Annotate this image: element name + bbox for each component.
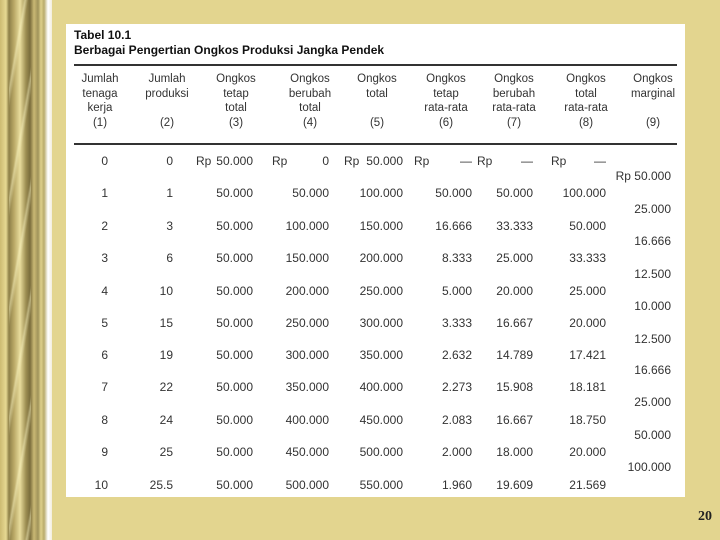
table-cell: 50.000 xyxy=(216,316,253,330)
table-cell: 0 xyxy=(101,154,108,168)
table-cell: 4 xyxy=(101,284,108,298)
column-header: Jumlah tenaga kerja (1) xyxy=(81,73,119,129)
marginal-cost-cell: 16.666 xyxy=(634,363,671,377)
table-cell: 18.181 xyxy=(569,380,606,394)
table-cell: 50.000 xyxy=(216,380,253,394)
table-cell: — xyxy=(594,154,606,168)
currency-prefix: Rp xyxy=(272,154,288,168)
table-cell: 16.666 xyxy=(435,219,472,233)
decorative-pillar xyxy=(0,0,52,540)
table-cell: 18.750 xyxy=(569,413,606,427)
table-cell: 400.000 xyxy=(285,413,329,427)
table-cell: 24 xyxy=(159,413,173,427)
marginal-cost-cell: 12.500 xyxy=(634,267,671,281)
table-cell: 19 xyxy=(159,348,173,362)
table-cell: 6 xyxy=(101,348,108,362)
table-cell: 100.000 xyxy=(359,186,403,200)
marginal-cost-cell: 25.000 xyxy=(634,395,671,409)
currency-prefix: Rp xyxy=(414,154,430,168)
table-cell: 20.000 xyxy=(569,445,606,459)
table-cell: 200.000 xyxy=(359,251,403,265)
table-cell: 50.000 xyxy=(216,251,253,265)
table-cell: 1 xyxy=(101,186,108,200)
currency-prefix: Rp xyxy=(551,154,567,168)
table-cell: 50.000 xyxy=(216,348,253,362)
table-cell: 450.000 xyxy=(359,413,403,427)
table-cell: 8 xyxy=(101,413,108,427)
table-cell: 50.000 xyxy=(366,154,403,168)
table-cell: — xyxy=(521,154,533,168)
table-cell: 15.908 xyxy=(496,380,533,394)
table-cell: 5 xyxy=(101,316,108,330)
table-cell: 2.632 xyxy=(441,348,472,362)
table-cell: 500.000 xyxy=(285,478,329,492)
table-cell: 100.000 xyxy=(562,186,606,200)
header-rule xyxy=(74,143,677,145)
table-cell: 150.000 xyxy=(285,251,329,265)
table-cell: 17.421 xyxy=(569,348,606,362)
table-cell: 550.000 xyxy=(359,478,403,492)
table-cell: 50.000 xyxy=(216,154,253,168)
top-rule xyxy=(74,64,677,66)
table-cell: 0 xyxy=(166,154,173,168)
table-cell: 450.000 xyxy=(285,445,329,459)
table-cell: 33.333 xyxy=(569,251,606,265)
table-cell: 5.000 xyxy=(441,284,472,298)
table-cell: 20.000 xyxy=(496,284,533,298)
table-cell: 50.000 xyxy=(216,219,253,233)
table-cell: 50.000 xyxy=(216,186,253,200)
table-cell: 50.000 xyxy=(435,186,472,200)
table-cell: 50.000 xyxy=(216,413,253,427)
table-cell: 2.000 xyxy=(441,445,472,459)
table-cell: 10 xyxy=(94,478,108,492)
table-cell: 18.000 xyxy=(496,445,533,459)
table-cell: 0 xyxy=(322,154,329,168)
marginal-cost-cell: 16.666 xyxy=(634,234,671,248)
table-cell: 25.000 xyxy=(496,251,533,265)
page-number: 20 xyxy=(698,509,712,524)
table-cell: 2.273 xyxy=(441,380,472,394)
marginal-cost-cell: 50.000 xyxy=(634,428,671,442)
table-cell: 19.609 xyxy=(496,478,533,492)
table-title: Berbagai Pengertian Ongkos Produksi Jangka Pendek xyxy=(74,43,385,57)
table-cell: 6 xyxy=(166,251,173,265)
table-cell: — xyxy=(460,154,472,168)
table-cell: 400.000 xyxy=(359,380,403,394)
table-cell: 10 xyxy=(159,284,173,298)
scanned-table xyxy=(66,24,685,497)
table-cell: 250.000 xyxy=(285,316,329,330)
marginal-cost-cell: Rp 50.000 xyxy=(615,169,671,183)
column-header: Ongkos total (5) xyxy=(357,73,397,129)
table-cell: 25.5 xyxy=(149,478,173,492)
table-cell: 150.000 xyxy=(359,219,403,233)
table-cell: 16.667 xyxy=(496,316,533,330)
marginal-cost-cell: 100.000 xyxy=(627,460,671,474)
table-cell: 300.000 xyxy=(359,316,403,330)
table-cell: 50.000 xyxy=(496,186,533,200)
currency-prefix: Rp xyxy=(196,154,212,168)
table-cell: 14.789 xyxy=(496,348,533,362)
marginal-cost-cell: 10.000 xyxy=(634,299,671,313)
column-header: Ongkos berubah total (4) xyxy=(288,73,332,129)
table-cell: 300.000 xyxy=(285,348,329,362)
column-header: Ongkos tetap rata-rata (6) xyxy=(424,73,468,129)
table-cell: 50.000 xyxy=(216,445,253,459)
table-cell: 25 xyxy=(159,445,173,459)
column-header: Jumlah produksi (2) xyxy=(145,73,189,129)
table-cell: 1 xyxy=(166,186,173,200)
column-header: Ongkos marginal (9) xyxy=(630,73,676,129)
table-cell: 200.000 xyxy=(285,284,329,298)
table-cell: 9 xyxy=(101,445,108,459)
table-cell: 2 xyxy=(101,219,108,233)
table-cell: 50.000 xyxy=(216,478,253,492)
currency-prefix: Rp xyxy=(344,154,360,168)
column-header: Ongkos berubah rata-rata (7) xyxy=(492,73,536,129)
table-cell: 50.000 xyxy=(216,284,253,298)
table-cell: 22 xyxy=(159,380,173,394)
table-cell: 3 xyxy=(166,219,173,233)
table-cell: 16.667 xyxy=(496,413,533,427)
table-cell: 350.000 xyxy=(285,380,329,394)
table-cell: 20.000 xyxy=(569,316,606,330)
table-cell: 7 xyxy=(101,380,108,394)
currency-prefix: Rp xyxy=(477,154,493,168)
table-cell: 100.000 xyxy=(285,219,329,233)
table-cell: 1.960 xyxy=(441,478,472,492)
marginal-cost-cell: 25.000 xyxy=(634,202,671,216)
table-cell: 500.000 xyxy=(359,445,403,459)
column-header: Ongkos tetap total (3) xyxy=(216,73,256,129)
table-cell: 350.000 xyxy=(359,348,403,362)
marginal-cost-cell: 12.500 xyxy=(634,332,671,346)
table-heading xyxy=(74,28,384,58)
column-header: Ongkos total rata-rata (8) xyxy=(564,73,608,129)
table-cell: 25.000 xyxy=(569,284,606,298)
table-cell: 15 xyxy=(159,316,173,330)
table-cell: 3 xyxy=(101,251,108,265)
table-cell: 3.333 xyxy=(441,316,472,330)
table-cell: 8.333 xyxy=(441,251,472,265)
table-cell: 33.333 xyxy=(496,219,533,233)
table-caption: Tabel 10.1 xyxy=(74,28,132,42)
table-cell: 50.000 xyxy=(569,219,606,233)
table-cell: 250.000 xyxy=(359,284,403,298)
table-cell: 50.000 xyxy=(292,186,329,200)
table-cell: 2.083 xyxy=(441,413,472,427)
table-cell: 21.569 xyxy=(569,478,606,492)
